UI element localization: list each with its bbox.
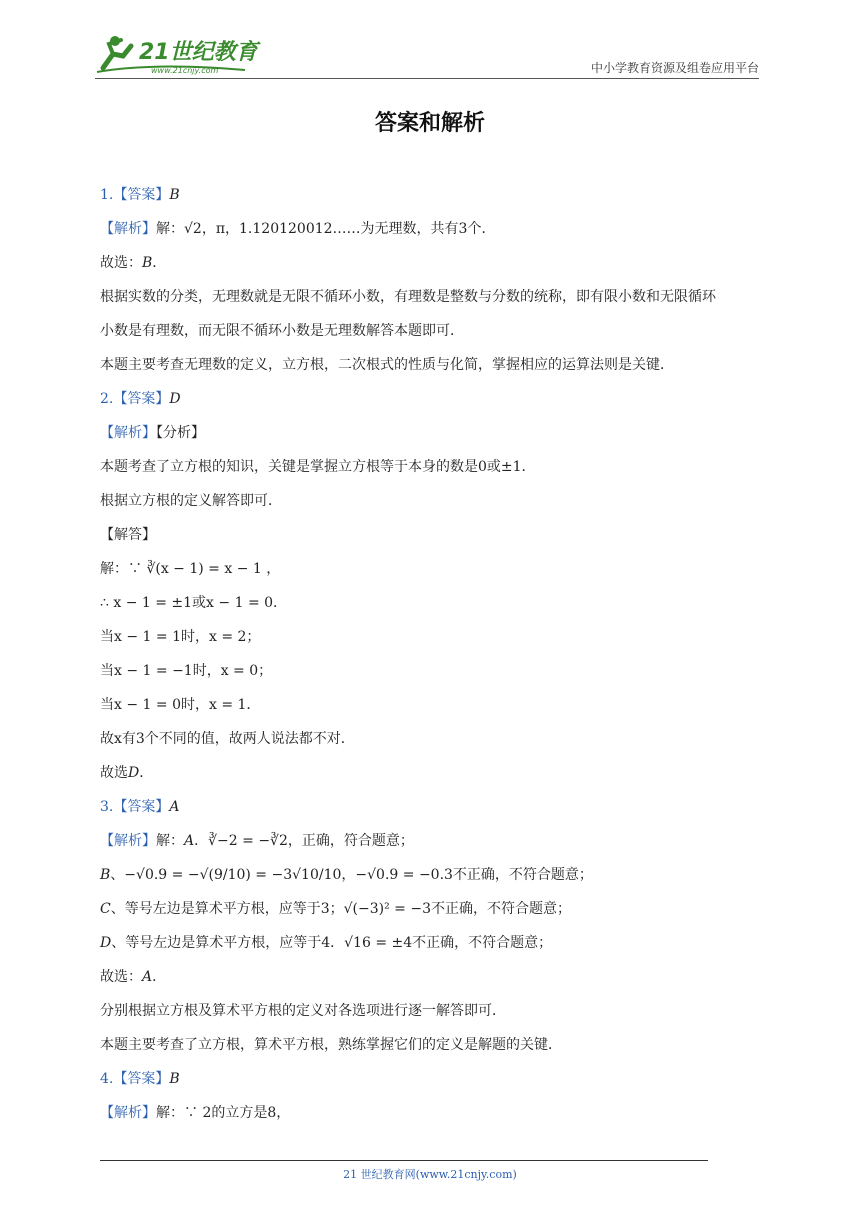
text-span: 故选：	[100, 969, 142, 985]
text-span: D	[169, 391, 181, 407]
analysis-label: 【解析】	[100, 221, 156, 237]
site-logo[interactable]	[95, 32, 295, 78]
text-span: 解：∵ 2的立方是8，	[156, 1105, 291, 1121]
text-span: 解：	[156, 833, 184, 849]
logo-graphic	[95, 32, 295, 78]
text-span: 解：√2，π，1.120120012……为无理数，共有3个．	[156, 221, 496, 237]
text-span: 【分析】	[156, 425, 205, 441]
text-span: 【解答】	[100, 527, 156, 543]
text-span: D	[100, 935, 112, 951]
text-span: 本题主要考查无理数的定义，立方根，二次根式的性质与化简，掌握相应的运算法则是关键．	[100, 357, 674, 373]
text-span: B	[169, 187, 180, 203]
text-span: 分别根据立方根及算术平方根的定义对各选项进行逐一解答即可．	[100, 1003, 506, 1019]
text-span: ．∛−2 = −∛2，正确，符合题意；	[194, 833, 414, 849]
footer-divider	[100, 1160, 708, 1161]
text-span: D	[128, 765, 140, 781]
content-line	[100, 830, 760, 864]
text-span: 故选：	[100, 255, 142, 271]
text-span: 当x − 1 = −1时，x = 0；	[100, 663, 273, 679]
content-line	[100, 864, 760, 898]
content-line	[100, 558, 760, 592]
content-line	[100, 1102, 760, 1136]
text-span: 本题考查了立方根的知识，关键是掌握立方根等于本身的数是0或±1．	[100, 459, 536, 475]
content-line	[100, 388, 760, 422]
content-line	[100, 626, 760, 660]
content-line	[100, 524, 760, 558]
text-span: 解：∵ ∛(x − 1) = x − 1 ，	[100, 561, 281, 577]
content-line	[100, 762, 760, 796]
text-span: 故选	[100, 765, 128, 781]
content-line	[100, 1000, 760, 1034]
text-span: A	[184, 833, 195, 849]
header-divider	[95, 78, 759, 79]
content-line	[100, 456, 760, 490]
logo-subtext: www.21cnjy.com	[151, 66, 219, 75]
text-span: 、等号左边是算术平方根，应等于4．√16 = ±4不正确，不符合题意；	[111, 935, 553, 951]
text-span: C	[100, 901, 111, 917]
footer-link[interactable]: 21 世纪教育网(www.21cnjy.com)	[343, 1168, 517, 1181]
logo-text: 21世纪教育	[139, 40, 258, 65]
text-span: ∴ x − 1 = ±1或x − 1 = 0．	[100, 595, 288, 611]
header-platform-label: 中小学教育资源及组卷应用平台	[590, 61, 759, 75]
content-line	[100, 592, 760, 626]
page-title: 答案和解析	[374, 111, 485, 136]
text-span: 本题主要考查了立方根，算术平方根，熟练掌握它们的定义是解题的关键．	[100, 1037, 562, 1053]
content-line	[100, 694, 760, 728]
question-answer-label: 4.【答案】	[100, 1071, 170, 1087]
content-line	[100, 660, 760, 694]
text-span: B	[142, 255, 153, 271]
content-line	[100, 490, 760, 524]
text-span: 根据实数的分类，无理数就是无限不循环小数，有理数是整数与分数的统称，即有限小数和无限循环	[100, 289, 716, 305]
content-line	[100, 1068, 760, 1102]
text-span: 根据立方根的定义解答即可．	[100, 493, 282, 509]
text-span: B	[169, 1071, 180, 1087]
text-span: B	[100, 867, 111, 883]
content-line	[100, 796, 760, 830]
text-span: 小数是有理数，而无限不循环小数是无理数解答本题即可．	[100, 323, 464, 339]
content-line	[100, 286, 760, 320]
content-line	[100, 184, 760, 218]
text-span: 当x − 1 = 1时，x = 2；	[100, 629, 261, 645]
text-span: 故x有3个不同的值，故两人说法都不对．	[100, 731, 355, 747]
content-line	[100, 218, 760, 252]
content-line	[100, 932, 760, 966]
content-line	[100, 728, 760, 762]
text-span: ．	[152, 969, 167, 985]
analysis-label: 【解析】	[100, 425, 156, 441]
text-span: 、−√0.9 = −√(9/10) = −3√10/10，−√0.9 = −0.3不正确，不符合题意；	[110, 867, 593, 883]
text-span: A	[169, 799, 180, 815]
content-line	[100, 252, 760, 286]
text-span: A	[142, 969, 153, 985]
text-span: ．	[152, 255, 167, 271]
content-line	[100, 898, 760, 932]
analysis-label: 【解析】	[100, 833, 156, 849]
content-line	[100, 422, 760, 456]
question-answer-label: 3.【答案】	[100, 799, 170, 815]
text-span: 当x − 1 = 0时，x = 1．	[100, 697, 261, 713]
text-span: 、等号左边是算术平方根，应等于3；√(−3)² = −3不正确，不符合题意；	[110, 901, 571, 917]
question-answer-label: 2.【答案】	[100, 391, 170, 407]
content-line	[100, 354, 760, 388]
content-line	[100, 1034, 760, 1068]
content-line	[100, 966, 760, 1000]
analysis-label: 【解析】	[100, 1105, 156, 1121]
answer-content	[100, 184, 760, 1136]
page-header	[95, 30, 759, 80]
question-answer-label: 1.【答案】	[100, 187, 170, 203]
content-line	[100, 320, 760, 354]
text-span: ．	[139, 765, 154, 781]
